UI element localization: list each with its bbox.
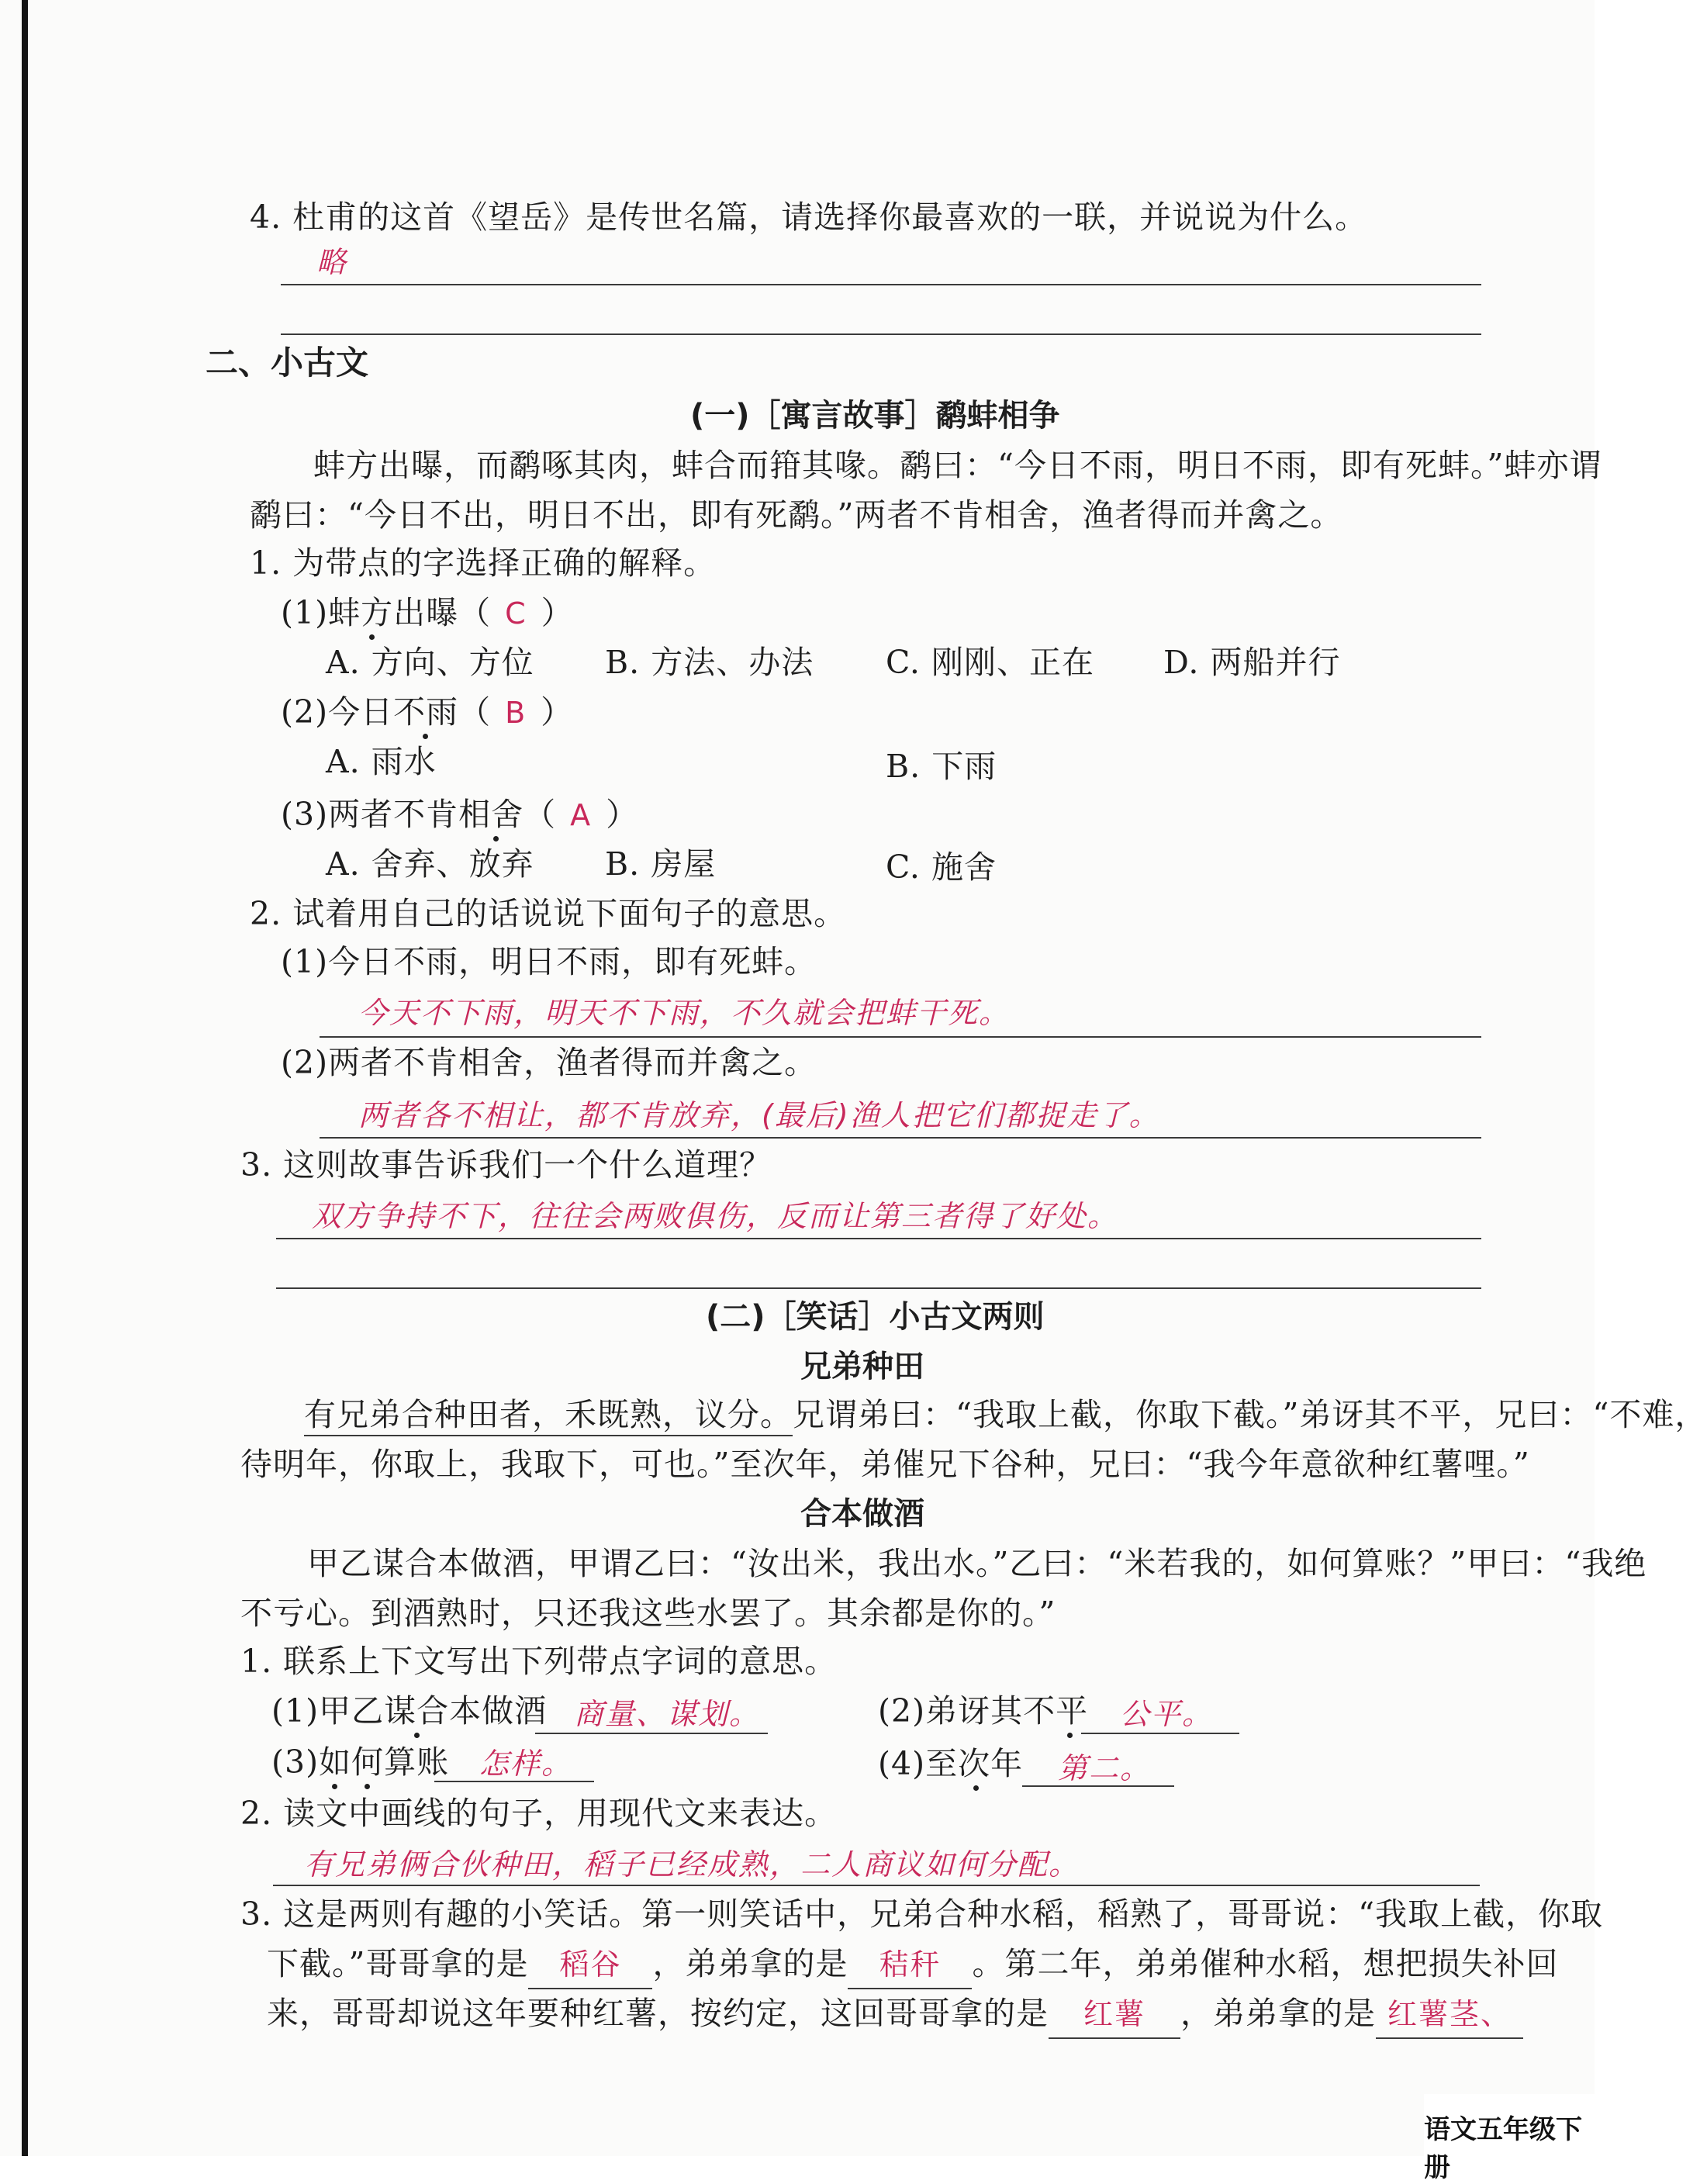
word-answer: 怎样。 xyxy=(479,1747,573,1781)
passage-line: 鹬曰：“今日不出，明日不出，即有死鹬。”两者不肯相舍，渔者得而并禽之。 xyxy=(250,496,1343,534)
q4-question: 4. 杜甫的这首《望岳》是传世名篇，请选择你最喜欢的一联，并说说为什么。 xyxy=(250,199,1368,236)
emphasis-dot xyxy=(973,1785,979,1791)
modern-translation-answer: 有兄弟俩合伙种田，稻子已经成熟，二人商议如何分配。 xyxy=(304,1847,1080,1882)
choice-stem: (3)两者不肯相舍（ A ） xyxy=(281,796,639,833)
passage-line: 不亏心。到酒熟时，只还我这些水罢了。其余都是你的。” xyxy=(240,1595,1056,1632)
answer-line xyxy=(281,333,1481,335)
answer-line xyxy=(1081,1733,1239,1734)
word-stem: (1)甲乙谋合本做酒 xyxy=(271,1692,548,1730)
answer-line xyxy=(320,1036,1481,1038)
choice-stem: (2)今日不雨（ B ） xyxy=(281,693,574,731)
choice-answer: A xyxy=(570,798,593,832)
answer-line xyxy=(1022,1785,1174,1787)
answer-line xyxy=(276,1238,1481,1239)
word-answer: 公平。 xyxy=(1120,1697,1214,1731)
emphasis-dot xyxy=(369,634,375,640)
binding-edge xyxy=(22,0,28,2156)
passage-line: 待明年，你取上，我取下，可也。”至次年，弟催兄下谷种，兄曰：“我今年意欲种红薯哩。” xyxy=(240,1446,1530,1483)
sentence-stem: (2)两者不肯相舍，渔者得而并禽之。 xyxy=(281,1044,817,1081)
option: C. 施舍 xyxy=(886,848,997,886)
answer-line xyxy=(281,284,1481,285)
sentence-answer: 今天不下雨，明天不下雨，不久就会把蚌干死。 xyxy=(358,996,1011,1030)
question-prompt: 3. 这是两则有趣的小笑话。第一则笑话中，兄弟合种水稻，稻熟了，哥哥说：“我取上截，你取 xyxy=(240,1895,1604,1933)
word-stem: (2)弟讶其不平 xyxy=(878,1692,1089,1730)
part2-title: (二)［笑话］小古文两则 xyxy=(706,1299,1045,1335)
emphasis-dot xyxy=(332,1784,337,1789)
blank-answer: 红薯 xyxy=(1049,1992,1180,2039)
answer-line xyxy=(273,1885,1480,1886)
sentence-stem: (1)今日不雨，明日不雨，即有死蚌。 xyxy=(281,943,817,980)
emphasis-dot xyxy=(414,1733,420,1738)
moral-answer: 双方争持不下，往往会两败俱伤，反而让第三者得了好处。 xyxy=(312,1199,1119,1233)
word-answer: 第二。 xyxy=(1058,1751,1152,1785)
emphasis-dot xyxy=(423,734,428,739)
choice-answer: B xyxy=(505,696,527,730)
answer-line xyxy=(320,1137,1481,1139)
page-footer xyxy=(1424,2094,1595,2183)
option: D. 两船并行 xyxy=(1163,644,1341,681)
fill-in-line: 来，哥哥却说这年要种红薯，按约定，这回哥哥拿的是 红薯 ，弟弟拿的是 红薯茎、 xyxy=(267,1992,1523,2039)
story-title: 合本做酒 xyxy=(800,1496,924,1532)
footer-label: 语文五年级下册 xyxy=(1424,2114,1582,2183)
section-title: 二、小古文 xyxy=(206,344,369,382)
underlined-sentence: 有兄弟合种田者，禾既熟，议分。 xyxy=(304,1396,793,1436)
passage-line: 蚌方出曝，而鹬啄其肉，蚌合而箝其喙。鹬曰：“今日不雨，明日不雨，即有死蚌。”蚌亦谓 xyxy=(313,447,1602,484)
option: A. 雨水 xyxy=(326,743,437,780)
word-stem: (3)如何算账 xyxy=(271,1743,450,1781)
blank-answer: 秸秆 xyxy=(848,1943,972,1989)
word-stem: (4)至次年 xyxy=(878,1745,1024,1782)
answer-line xyxy=(276,1287,1481,1289)
question-prompt: 2. 试着用自己的话说说下面句子的意思。 xyxy=(250,895,847,932)
emphasis-dot xyxy=(365,1784,370,1789)
fill-in-line: 下截。”哥哥拿的是 稻谷 ，弟弟拿的是 秸秆 。第二年，弟弟催种水稻，想把损失补回 xyxy=(267,1942,1558,1989)
question-prompt: 2. 读文中画线的句子，用现代文来表达。 xyxy=(240,1795,838,1832)
choice-answer: C xyxy=(505,596,527,631)
answer-line xyxy=(434,1781,594,1782)
option: B. 方法、办法 xyxy=(605,644,814,681)
word-answer: 商量、谋划。 xyxy=(574,1697,761,1731)
option: C. 刚刚、正在 xyxy=(886,644,1094,681)
choice-stem: (1)蚌方出曝（ C ） xyxy=(281,594,574,631)
answer-line xyxy=(535,1733,768,1734)
question-prompt: 3. 这则故事告诉我们一个什么道理？ xyxy=(240,1146,772,1184)
question-prompt: 1. 为带点的字选择正确的解释。 xyxy=(250,544,717,582)
option: B. 下雨 xyxy=(886,748,997,785)
emphasis-dot xyxy=(1067,1733,1073,1738)
sentence-answer: 两者各不相让，都不肯放弃，(最后)渔人把它们都捉走了。 xyxy=(358,1098,1160,1132)
option: A. 舍弃、放弃 xyxy=(326,845,534,883)
passage-line: 有兄弟合种田者，禾既熟，议分。兄谓弟曰：“我取上截，你取下截。”弟讶其不平，兄曰：“不难， xyxy=(304,1393,1707,1436)
story-title: 兄弟种田 xyxy=(800,1349,924,1384)
part1-title: (一)［寓言故事］鹬蚌相争 xyxy=(690,398,1060,434)
blank-answer: 红薯茎、 xyxy=(1376,1992,1523,2039)
q4-answer: 略 xyxy=(316,245,348,279)
passage-line: 甲乙谋合本做酒，甲谓乙曰：“汝出米，我出水。”乙曰：“米若我的，如何算账？”甲曰：“我绝 xyxy=(307,1545,1647,1582)
option: A. 方向、方位 xyxy=(326,644,534,681)
blank-answer: 稻谷 xyxy=(528,1943,652,1989)
option: B. 房屋 xyxy=(605,845,717,883)
emphasis-dot xyxy=(493,836,499,841)
question-prompt: 1. 联系上下文写出下列带点字词的意思。 xyxy=(240,1643,838,1680)
